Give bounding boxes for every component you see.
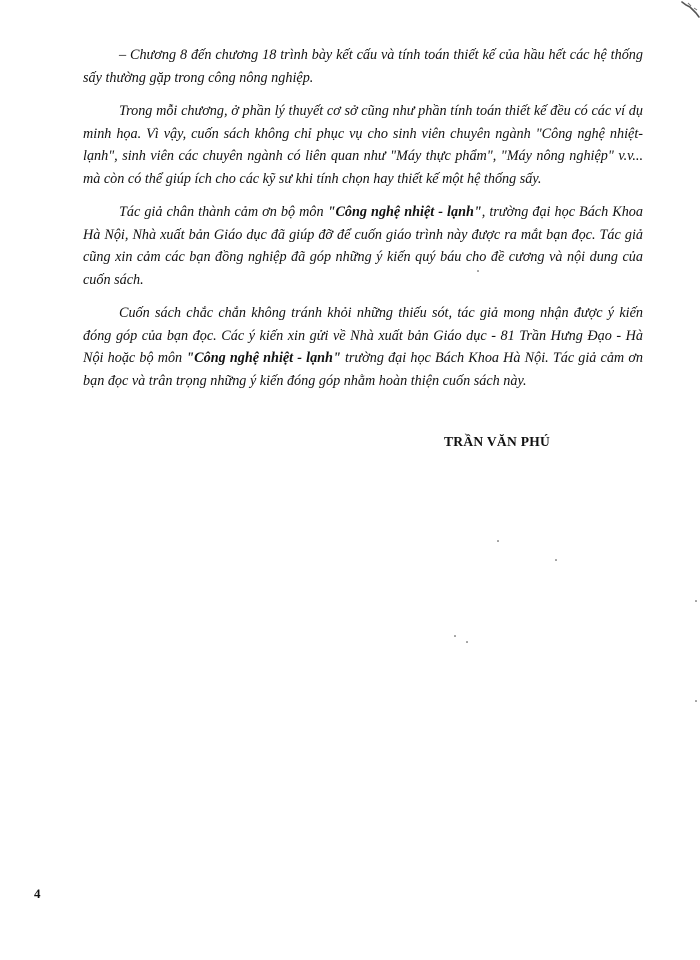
paragraph-examples bbox=[83, 100, 643, 190]
scan-speckle bbox=[497, 540, 499, 542]
paragraph-acknowledgements bbox=[83, 201, 643, 291]
text-run: Trong mỗi chương, ở phần lý thuyết cơ sở cũng như phần tính toán thiết kế đều có các ví dụ minh họa. Vì vậy, cuốn sách không chỉ phục vụ cho sinh viên chuyên ngành "Công nghệ nhiệt-lạnh", sinh viên các chuyên ngành có liên quan như "Máy thực phẩm", "Máy nông nghiệp" v.v... mà còn có thể giúp ích cho các kỹ sư khi tính chọn hay thiết kế một hệ thống sấy. bbox=[83, 103, 643, 187]
scan-speckle bbox=[695, 600, 697, 602]
text-run: – Chương 8 đến chương 18 trình bày kết cấu và tính toán thiết kế của hầu hết các hệ thống sấy thường gặp trong công nông nghiệp. bbox=[83, 47, 643, 86]
page-number: 4 bbox=[34, 886, 41, 901]
text-run: Tác giả chân thành cảm ơn bộ môn bbox=[119, 204, 328, 220]
scan-speckle bbox=[695, 700, 697, 702]
paragraph-feedback bbox=[83, 302, 643, 392]
scan-speckle bbox=[555, 559, 557, 561]
paragraph-chapters-overview bbox=[83, 44, 643, 89]
body-text bbox=[83, 44, 643, 403]
author-signature: TRẦN VĂN PHÚ bbox=[444, 434, 551, 449]
scan-speckle bbox=[466, 641, 468, 643]
text-run: Cuốn sách chắc chắn không tránh khỏi những thiếu sót, tác giả mong nhận được ý kiến đóng góp của bạn đọc. Các ý kiến xin gửi về Nhà xuất bản Giáo dục - 81 Trần Hưng Đạo - Hà Nội hoặc bộ môn bbox=[83, 305, 643, 366]
scan-speckle bbox=[477, 270, 479, 272]
text-run: trường đại học Bách Khoa Hà Nội. Tác giả cảm ơn bạn đọc và trân trọng những ý kiến đóng góp nhằm hoàn thiện cuốn sách này. bbox=[83, 350, 643, 389]
corner-stamp-mark bbox=[678, 0, 700, 20]
text-run-bold: "Công nghệ nhiệt - lạnh" bbox=[327, 204, 482, 220]
text-run-bold: "Công nghệ nhiệt - lạnh" bbox=[186, 350, 341, 366]
scan-speckle bbox=[454, 635, 456, 637]
text-run: , trường đại học Bách Khoa Hà Nội, Nhà xuất bản Giáo dục đã giúp đỡ để cuốn giáo trình này được ra mắt bạn đọc. Tác giả cũng xin cảm các bạn đồng nghiệp đã góp những ý kiến quý báu cho đề cương và nội dung của cuốn sách. bbox=[83, 204, 643, 288]
